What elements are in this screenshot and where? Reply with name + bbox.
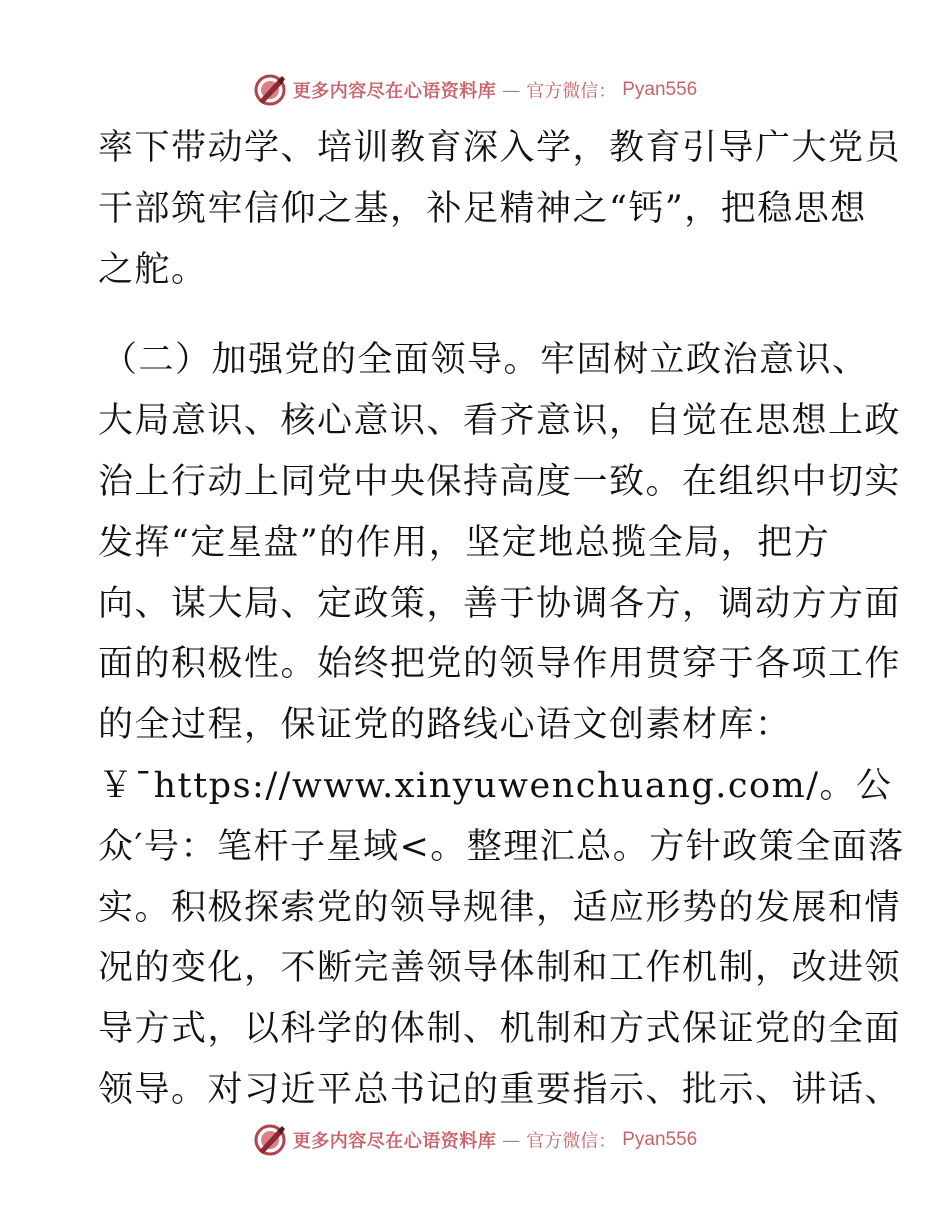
text-line: 向、谋大局、定政策，善于协调各方，调动方方面 (98, 583, 902, 624)
text-line: 的全过程，保证党的路线心语文创素材库： (98, 705, 792, 746)
banner-wechat-label: 官方微信： (526, 81, 617, 102)
banner-wechat-id: Pyan556 (622, 79, 698, 100)
text-line: ￥¯https://www.xinyuwenchuang.com/。公 (98, 765, 893, 806)
text-line: 面的积极性。始终把党的领导作用贯穿于各项工作 (98, 644, 902, 685)
banner-wechat-id: Pyan556 (622, 1129, 698, 1150)
pen-logo-icon (253, 1123, 287, 1157)
text-line: 众′号：笔杆子星域<。整理汇总。方针政策全面落 (98, 826, 905, 867)
text-line: 发挥“定星盘”的作用，坚定地总揽全局，把方 (98, 522, 831, 563)
text-line: 大局意识、核心意识、看齐意识，自觉在思想上政 (98, 401, 902, 442)
pen-logo-icon (253, 73, 287, 107)
banner-wechat-label: 官方微信： (526, 1131, 617, 1152)
text-line: 之舵。 (98, 249, 208, 290)
banner-separator: — (502, 79, 521, 101)
document-body (98, 118, 905, 1121)
section-heading-line: （二）加强党的全面领导。牢固树立政治意识、 (102, 340, 869, 381)
banner-separator: — (502, 1129, 521, 1151)
text-line: 率下带动学、培训教育深入学，教育引导广大党员 (98, 128, 902, 168)
footer-banner (0, 1122, 950, 1158)
text-line: 导方式，以科学的体制、机制和方式保证党的全面 (98, 1009, 902, 1050)
text-line: 干部筑牢信仰之基，补足精神之“钙”，把稳思想 (98, 188, 867, 229)
text-line: 况的变化，不断完善领导体制和工作机制，改进领 (98, 948, 902, 989)
banner-text: 更多内容尽在心语资料库 (292, 81, 497, 102)
paragraph-gap (98, 300, 858, 330)
banner-text: 更多内容尽在心语资料库 (292, 1131, 497, 1152)
header-banner (0, 72, 950, 108)
text-line: 领导。对习近平总书记的重要指示、批示、讲话、 (98, 1069, 902, 1110)
text-line: 治上行动上同党中央保持高度一致。在组织中切实 (98, 461, 902, 502)
text-line: 实。积极探索党的领导规律，适应形势的发展和情 (98, 887, 902, 928)
